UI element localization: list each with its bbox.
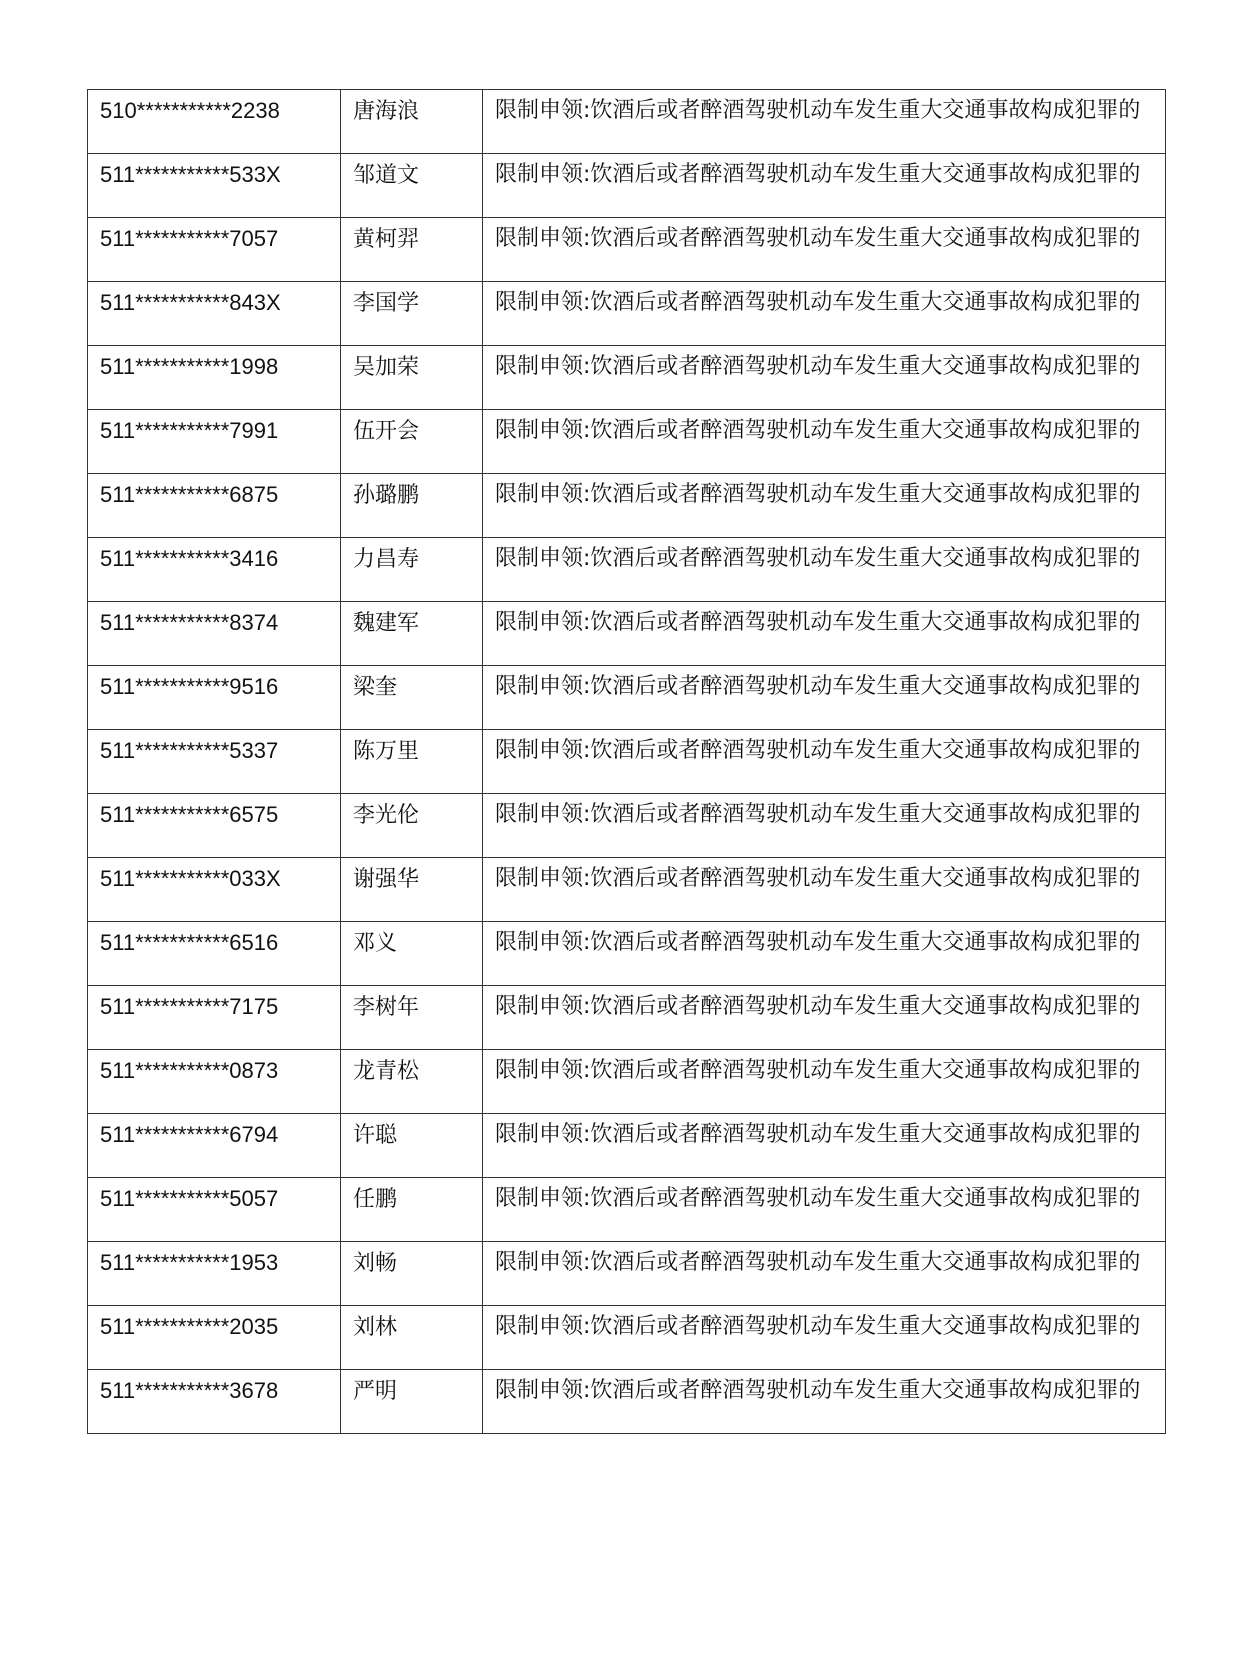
- table-row: [88, 1178, 1166, 1242]
- reason-cell: 限制申领:饮酒后或者醉酒驾驶机动车发生重大交通事故构成犯罪的: [483, 538, 1166, 602]
- id-cell: 511***********7057: [88, 218, 341, 282]
- name-cell: 黄柯羿: [341, 218, 483, 282]
- table-row: [88, 730, 1166, 794]
- id-cell: 511***********033X: [88, 858, 341, 922]
- name-cell: 严明: [341, 1370, 483, 1434]
- table-row: [88, 602, 1166, 666]
- name-cell: 吴加荣: [341, 346, 483, 410]
- reason-cell: 限制申领:饮酒后或者醉酒驾驶机动车发生重大交通事故构成犯罪的: [483, 1178, 1166, 1242]
- reason-cell: 限制申领:饮酒后或者醉酒驾驶机动车发生重大交通事故构成犯罪的: [483, 794, 1166, 858]
- reason-cell: 限制申领:饮酒后或者醉酒驾驶机动车发生重大交通事故构成犯罪的: [483, 346, 1166, 410]
- name-cell: 许聪: [341, 1114, 483, 1178]
- id-cell: 511***********2035: [88, 1306, 341, 1370]
- table-row: [88, 986, 1166, 1050]
- id-cell: 511***********5337: [88, 730, 341, 794]
- name-cell: 伍开会: [341, 410, 483, 474]
- reason-cell: 限制申领:饮酒后或者醉酒驾驶机动车发生重大交通事故构成犯罪的: [483, 1050, 1166, 1114]
- id-cell: 511***********533X: [88, 154, 341, 218]
- table-row: [88, 410, 1166, 474]
- id-cell: 511***********1953: [88, 1242, 341, 1306]
- reason-cell: 限制申领:饮酒后或者醉酒驾驶机动车发生重大交通事故构成犯罪的: [483, 410, 1166, 474]
- table-row: [88, 154, 1166, 218]
- name-cell: 孙璐鹏: [341, 474, 483, 538]
- name-cell: 李国学: [341, 282, 483, 346]
- reason-cell: 限制申领:饮酒后或者醉酒驾驶机动车发生重大交通事故构成犯罪的: [483, 154, 1166, 218]
- reason-cell: 限制申领:饮酒后或者醉酒驾驶机动车发生重大交通事故构成犯罪的: [483, 858, 1166, 922]
- table-row: [88, 282, 1166, 346]
- name-cell: 李光伦: [341, 794, 483, 858]
- id-cell: 511***********843X: [88, 282, 341, 346]
- reason-cell: 限制申领:饮酒后或者醉酒驾驶机动车发生重大交通事故构成犯罪的: [483, 602, 1166, 666]
- reason-cell: 限制申领:饮酒后或者醉酒驾驶机动车发生重大交通事故构成犯罪的: [483, 1114, 1166, 1178]
- id-cell: 511***********6794: [88, 1114, 341, 1178]
- table-row: [88, 474, 1166, 538]
- id-cell: 511***********3678: [88, 1370, 341, 1434]
- reason-cell: 限制申领:饮酒后或者醉酒驾驶机动车发生重大交通事故构成犯罪的: [483, 1242, 1166, 1306]
- name-cell: 刘畅: [341, 1242, 483, 1306]
- records-table-body: [88, 90, 1166, 1434]
- id-cell: 511***********9516: [88, 666, 341, 730]
- name-cell: 唐海浪: [341, 90, 483, 154]
- table-row: [88, 218, 1166, 282]
- table-row: [88, 1114, 1166, 1178]
- id-cell: 511***********0873: [88, 1050, 341, 1114]
- id-cell: 511***********8374: [88, 602, 341, 666]
- id-cell: 511***********6575: [88, 794, 341, 858]
- table-row: [88, 538, 1166, 602]
- table-row: [88, 346, 1166, 410]
- table-row: [88, 922, 1166, 986]
- table-row: [88, 90, 1166, 154]
- name-cell: 力昌寿: [341, 538, 483, 602]
- reason-cell: 限制申领:饮酒后或者醉酒驾驶机动车发生重大交通事故构成犯罪的: [483, 986, 1166, 1050]
- reason-cell: 限制申领:饮酒后或者醉酒驾驶机动车发生重大交通事故构成犯罪的: [483, 1370, 1166, 1434]
- records-table: [87, 89, 1166, 1434]
- reason-cell: 限制申领:饮酒后或者醉酒驾驶机动车发生重大交通事故构成犯罪的: [483, 218, 1166, 282]
- table-row: [88, 1306, 1166, 1370]
- table-row: [88, 1370, 1166, 1434]
- name-cell: 任鹏: [341, 1178, 483, 1242]
- reason-cell: 限制申领:饮酒后或者醉酒驾驶机动车发生重大交通事故构成犯罪的: [483, 282, 1166, 346]
- id-cell: 511***********6516: [88, 922, 341, 986]
- reason-cell: 限制申领:饮酒后或者醉酒驾驶机动车发生重大交通事故构成犯罪的: [483, 90, 1166, 154]
- id-cell: 511***********3416: [88, 538, 341, 602]
- id-cell: 510***********2238: [88, 90, 341, 154]
- table-row: [88, 794, 1166, 858]
- id-cell: 511***********1998: [88, 346, 341, 410]
- name-cell: 龙青松: [341, 1050, 483, 1114]
- table-row: [88, 1050, 1166, 1114]
- id-cell: 511***********7175: [88, 986, 341, 1050]
- name-cell: 梁奎: [341, 666, 483, 730]
- table-row: [88, 858, 1166, 922]
- id-cell: 511***********5057: [88, 1178, 341, 1242]
- id-cell: 511***********6875: [88, 474, 341, 538]
- reason-cell: 限制申领:饮酒后或者醉酒驾驶机动车发生重大交通事故构成犯罪的: [483, 474, 1166, 538]
- name-cell: 邹道文: [341, 154, 483, 218]
- id-cell: 511***********7991: [88, 410, 341, 474]
- name-cell: 刘林: [341, 1306, 483, 1370]
- reason-cell: 限制申领:饮酒后或者醉酒驾驶机动车发生重大交通事故构成犯罪的: [483, 922, 1166, 986]
- reason-cell: 限制申领:饮酒后或者醉酒驾驶机动车发生重大交通事故构成犯罪的: [483, 730, 1166, 794]
- table-row: [88, 1242, 1166, 1306]
- name-cell: 魏建军: [341, 602, 483, 666]
- name-cell: 邓义: [341, 922, 483, 986]
- reason-cell: 限制申领:饮酒后或者醉酒驾驶机动车发生重大交通事故构成犯罪的: [483, 1306, 1166, 1370]
- table-row: [88, 666, 1166, 730]
- reason-cell: 限制申领:饮酒后或者醉酒驾驶机动车发生重大交通事故构成犯罪的: [483, 666, 1166, 730]
- name-cell: 谢强华: [341, 858, 483, 922]
- name-cell: 陈万里: [341, 730, 483, 794]
- name-cell: 李树年: [341, 986, 483, 1050]
